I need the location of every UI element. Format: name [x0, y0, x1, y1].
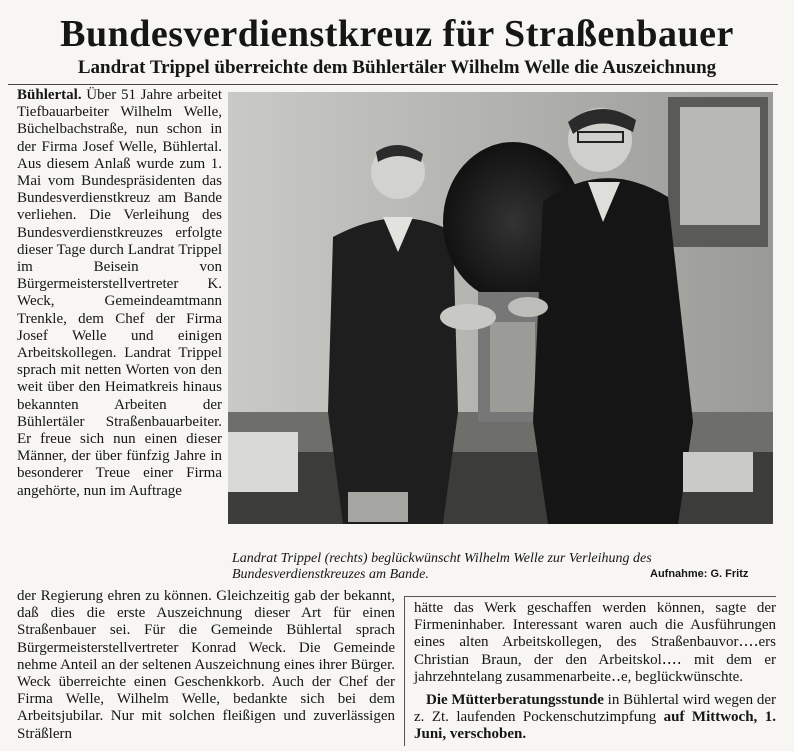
article-column-2: [17, 588, 395, 743]
article-text-3: hätte das Werk geschaffen werden können, sagte der Firmeninhaber. Interessant waren auch die Ausführungen eines alten Arbeitskollegen, des Straßenbauvor‥‥ers Christian Braun, der den Arbeitskol‥‥ mit dem er jahrzehntelang zusammenarbeite‥e, beglückwünschte.: [414, 600, 776, 685]
subheadline: Landrat Trippel überreichte dem Bühlertäler Wilhelm Welle die Auszeichnung: [77, 57, 717, 78]
header-rule: [8, 84, 778, 85]
article-column-1: [17, 87, 222, 500]
photo-caption: Landrat Trippel (rechts) beglückwünscht Wilhelm Welle zur Verleihung des Bundesverdienstkreuzes am Bande.: [232, 551, 652, 582]
article-text-1: Über 51 Jahre arbeitet Tiefbauarbeiter Wilhelm Welle, Büchelbachstraße, nun schon in der Firma Josef Welle, Bühlertal. Aus diesem Anlaß wurde zum 1. Mai vom Bundespräsidenten das Bundesverdienstkreuz am Bande verliehen. Die Verleihung des Bundesverdienstkreuzes erfolgte dieser Tage durch Landrat Trippel im Beisein von Bürgermeisterstellvertreter K. Weck, Gemeindeamtmann Trenkle, dem Chef der Firma Josef Welle und einigen Arbeitskollegen. Landrat Trippel sprach mit netten Worten von den weit über den Heimatkreis hinaus bekannten Arbeiten der Bühlertäler Straßenbauarbeiter. Er freue sich nun einen dieser Männer, der über fünfzig Jahre in besonderer Treue einer Firma angehörte, nun im Auftrage: [17, 87, 222, 499]
news-photo: [228, 92, 773, 524]
article-text-2: der Regierung ehren zu können. Gleichzeitig gab der bekannt, daß dies die erste Auszeichnung dieser Art für einen Straßenbauer sei. Für die Gemeinde Bühlertal sprach Bürgermeisterstellvertreter Konrad Weck. Die Gemeinde nehme Anteil an der seltenen Auszeichnung eines ihrer Bürger. Weck überreichte einen Geschenkkorb. Auch der Chef der Firma Welle, Wilhelm Welle, bedankte sich bei dem Arbeitsjubilar. Nur mit solchen fleißigen und zuverlässigen Sträßlern: [17, 588, 395, 742]
article-column-3: [414, 600, 776, 744]
notice-emphasis: auf Mittwoch, 1. Juni, verschoben.: [414, 709, 776, 743]
column-rule-top: [404, 596, 776, 597]
column-divider: [404, 596, 405, 746]
dateline: Bühlertal.: [17, 87, 82, 103]
notice-text: in Bühlertal wird wegen der z. Zt. laufenden Pockenschutzimpfung: [414, 692, 777, 726]
notice-lead: Die Mütterberatungsstunde: [426, 692, 604, 709]
photo-image: [228, 92, 773, 524]
headline: Bundesverdienstkreuz für Straßenbauer: [60, 13, 734, 55]
photo-credit: Aufnahme: G. Fritz: [650, 568, 749, 580]
notice: [414, 692, 776, 744]
